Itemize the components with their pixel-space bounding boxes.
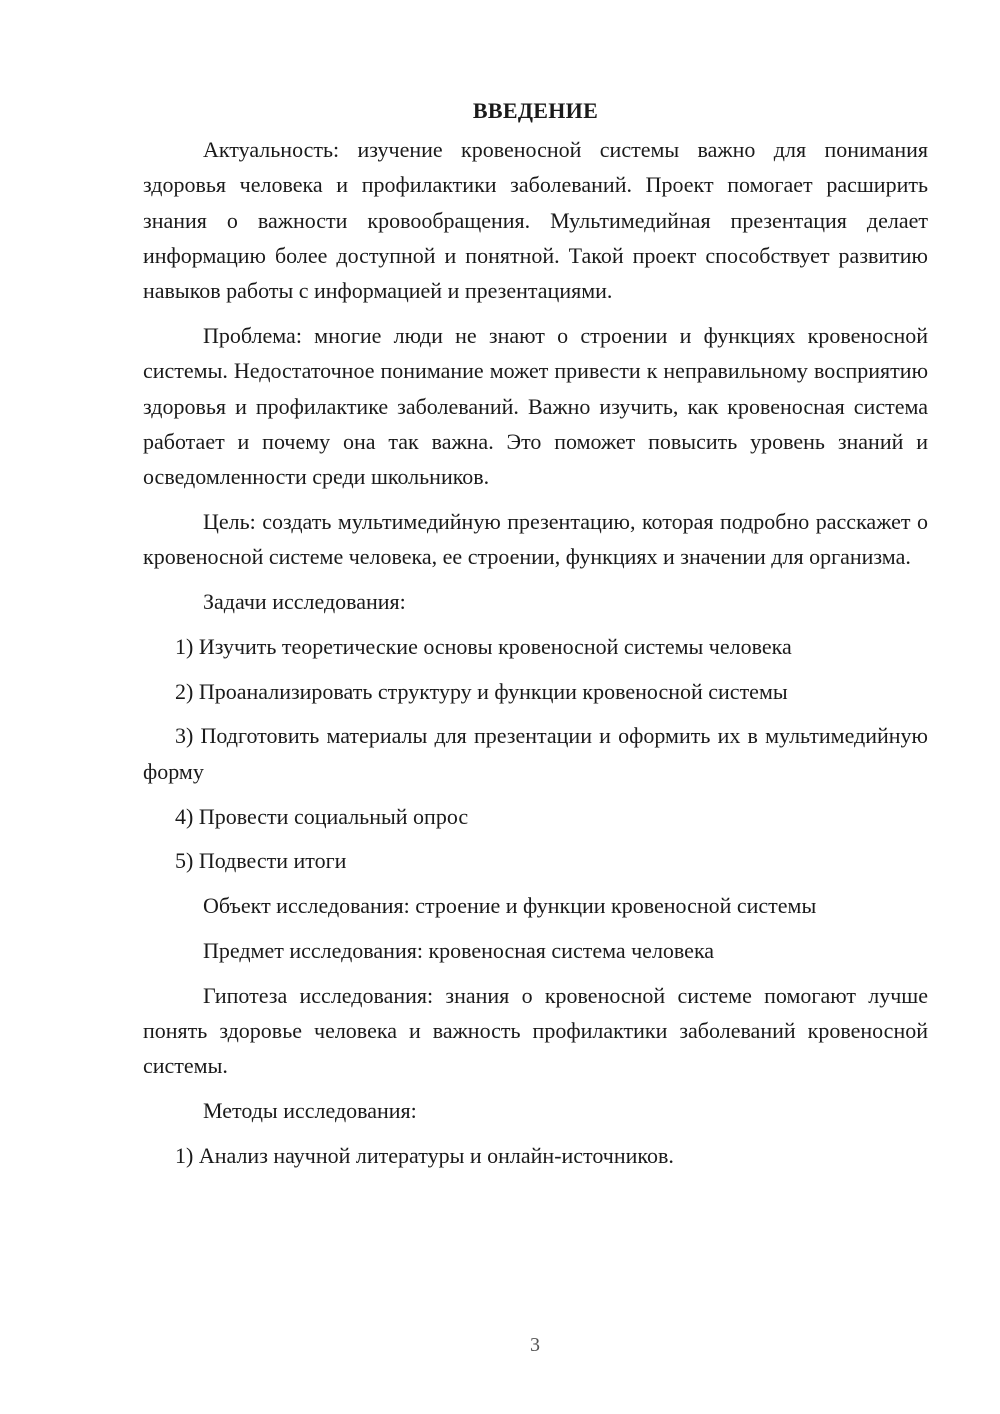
research-object: Объект исследования: строение и функции кровеносной системы <box>203 893 817 919</box>
relevance-paragraph: Актуальность: изучение кровеносной системы важно для понимания здоровья человека и профилактики заболеваний. Проект помогает расширить знания о важности кровообращения. Мультимедийная презентация делает информацию более доступной и понятной. Такой проект способствует развитию навыков работы с информацией и презентациями. <box>143 137 928 304</box>
page-title: ВВЕДЕНИЕ <box>472 98 599 123</box>
page-number: 3 <box>530 1334 540 1356</box>
methods-heading: Методы исследования: <box>203 1098 417 1124</box>
task-item-1: 1) Изучить теоретические основы кровеносной системы человека <box>175 633 792 659</box>
problem-paragraph: Проблема: многие люди не знают о строении и функциях кровеносной системы. Недостаточное понимание может привести к неправильному восприятию здоровья и профилактике заболеваний. Важно изучить, как кровеносная система работает и почему она так важна. Это поможет повысить уровень знаний и осведомленности среди школьников. <box>143 322 928 490</box>
goal-paragraph: Цель: создать мультимедийную презентацию, которая подробно расскажет о кровеносной системе человека, ее строении, функциях и значении для организма. <box>143 508 928 570</box>
research-subject: Предмет исследования: кровеносная система человека <box>203 937 715 963</box>
hypothesis-paragraph: Гипотеза исследования: знания о кровеносной системе помогают лучше понять здоровье человека и важность профилактики заболеваний кровеносной системы. <box>143 982 928 1079</box>
method-item-1: 1) Анализ научной литературы и онлайн-источников. <box>175 1142 674 1168</box>
tasks-heading: Задачи исследования: <box>203 589 406 615</box>
task-item-4: 4) Провести социальный опрос <box>175 803 469 829</box>
task-item-2: 2) Проанализировать структуру и функции кровеносной системы <box>175 678 788 704</box>
document-page <box>143 96 928 1183</box>
task-item-3: 3) Подготовить материалы для презентации и оформить их в мультимедийную форму <box>143 723 928 784</box>
task-item-5: 5) Подвести итоги <box>175 848 347 874</box>
